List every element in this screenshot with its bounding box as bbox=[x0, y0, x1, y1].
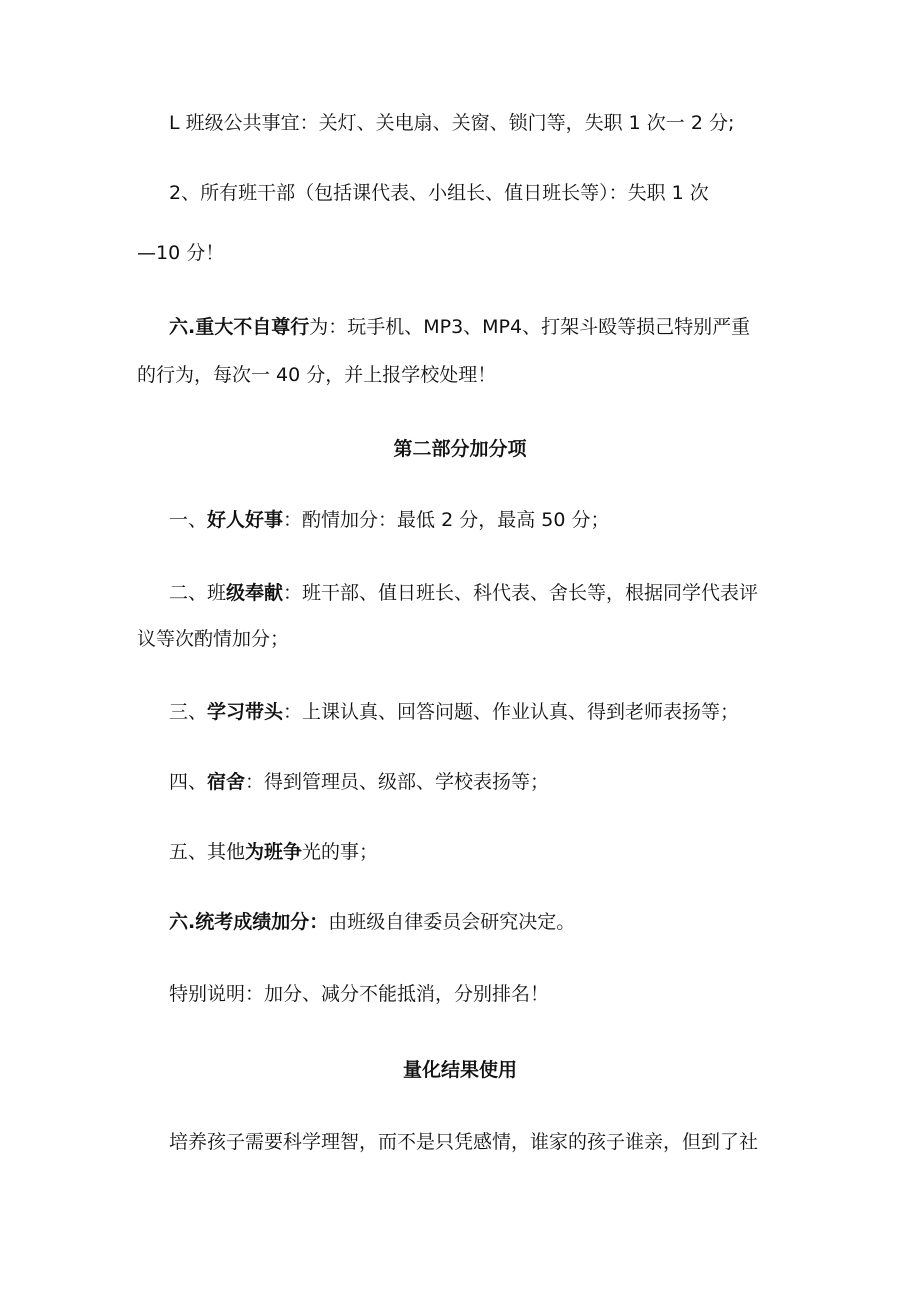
item-text: ：得到管理员、级部、学校表扬等； bbox=[245, 771, 550, 793]
item-text: 光的事； bbox=[302, 841, 379, 863]
rule-class-cadres-continuation bbox=[137, 241, 224, 265]
bonus-item-class-honor bbox=[169, 840, 378, 864]
rule-serious-misconduct bbox=[169, 315, 750, 339]
bonus-item-class-contribution bbox=[169, 581, 758, 605]
rule-class-cadres bbox=[169, 181, 709, 205]
rule-text: L 班级公共事宜：关灯、关电扇、关窗、锁门等，失职 1 次一 2 分; bbox=[169, 112, 735, 134]
rule-serious-misconduct-continuation bbox=[137, 363, 496, 387]
special-note bbox=[169, 982, 549, 1006]
item-text: ：酌情加分：最低 2 分，最高 50 分； bbox=[283, 509, 610, 531]
item-title: 六.统考成绩加分： bbox=[169, 911, 329, 933]
item-prefix: 四、 bbox=[169, 771, 208, 793]
bonus-item-study-leadership bbox=[169, 700, 739, 724]
item-prefix: 三、 bbox=[169, 701, 208, 723]
item-text: ：班干部、值日班长、科代表、舍长等，根据同学代表评 bbox=[283, 582, 759, 604]
paragraph-text: 培养孩子需要科学理智，而不是只凭感情，谁家的孩子谁亲，但到了社 bbox=[169, 1131, 759, 1153]
item-title: 级奉献 bbox=[226, 582, 284, 604]
result-usage-paragraph bbox=[169, 1130, 758, 1154]
bonus-item-class-contribution-continuation bbox=[137, 627, 289, 651]
item-prefix: 二、班 bbox=[169, 582, 227, 604]
item-text: ：上课认真、回答问题、作业认真、得到老师表扬等； bbox=[283, 701, 740, 723]
item-prefix: 一、 bbox=[169, 509, 208, 531]
item-title: 宿舍 bbox=[207, 771, 246, 793]
bonus-item-exam-scores bbox=[169, 910, 575, 934]
section-heading-bonus-points: 第二部分加分项 bbox=[393, 438, 527, 460]
item-prefix: 五、其他 bbox=[169, 841, 246, 863]
rule-text: 为：玩手机、MP3、MP4、打架斗殴等损己特别严重 bbox=[309, 316, 751, 338]
item-title: 学习带头 bbox=[207, 701, 284, 723]
rule-text: 的行为，每次一 40 分，并上报学校处理！ bbox=[137, 364, 497, 386]
item-title: 好人好事 bbox=[207, 509, 284, 531]
rule-text: —10 分！ bbox=[137, 242, 225, 264]
bonus-item-good-deeds bbox=[169, 508, 609, 532]
rule-text: 2、所有班干部（包括课代表、小组长、值日班长等）：失职 1 次 bbox=[169, 182, 709, 204]
item-text: 由班级自律委员会研究决定。 bbox=[328, 911, 576, 933]
bonus-item-dormitory bbox=[169, 770, 549, 794]
item-title: 为班争 bbox=[245, 841, 303, 863]
item-text: 议等次酌情加分； bbox=[137, 628, 290, 650]
note-text: 特别说明：加分、减分不能抵消，分别排名！ bbox=[169, 983, 550, 1005]
rule-public-affairs bbox=[169, 111, 734, 135]
section-heading-result-usage: 量化结果使用 bbox=[402, 1059, 517, 1081]
rule-title: 六.重大不自尊行 bbox=[169, 316, 310, 338]
